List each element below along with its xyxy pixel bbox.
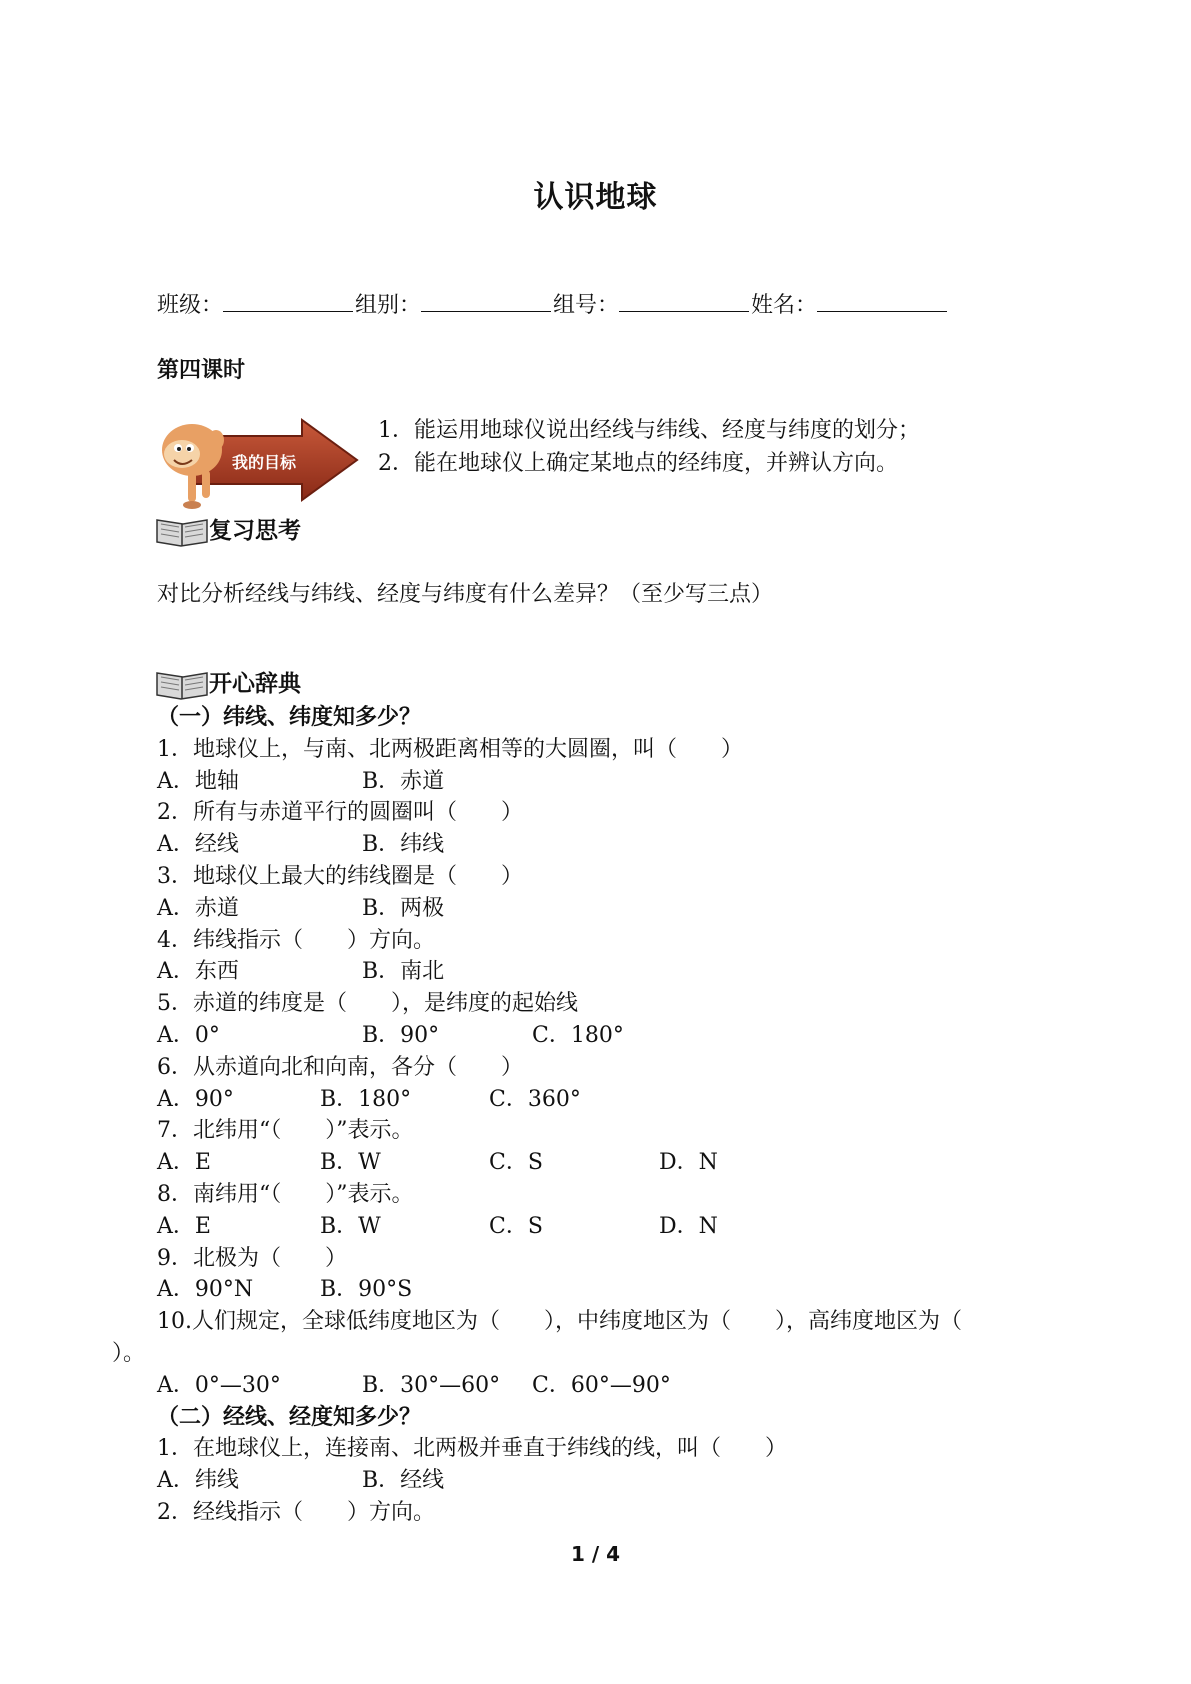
option-c: C．60°—90°: [532, 1372, 671, 1398]
option-a: A．经线: [157, 832, 239, 858]
page-number: 1 / 4: [570, 1542, 621, 1566]
question-6: 6．从赤道向北和向南，各分（ ）: [157, 1054, 523, 1080]
option-a: A．地轴: [157, 768, 239, 794]
option-c: C．180°: [532, 1022, 624, 1048]
dictionary-heading-text: 开心辞典: [209, 671, 301, 697]
question-7-options: [157, 1147, 1117, 1179]
option-d: D．N: [659, 1150, 718, 1176]
question-5-options: [157, 1020, 1117, 1052]
class-label: 班级：: [157, 293, 224, 318]
question-9-options: [157, 1274, 1117, 1306]
option-a: A．E: [157, 1213, 211, 1239]
goal-item: 1．能运用地球仪说出经线与纬线、经度与纬度的划分；: [378, 418, 920, 443]
part2-question-1-options: [157, 1465, 1117, 1497]
option-c: C．360°: [489, 1086, 581, 1112]
option-b: B．30°—60°: [362, 1372, 501, 1398]
student-info-row: [157, 288, 949, 319]
question-8: 8．南纬用“（ ）”表示。: [157, 1181, 414, 1207]
option-a: A．赤道: [157, 895, 239, 921]
monkey-arrow-icon: [152, 410, 366, 510]
group-blank: [421, 291, 551, 312]
name-label: 姓名：: [751, 293, 818, 318]
question-7: 7．北纬用“（ ）”表示。: [157, 1118, 414, 1144]
part1-heading: （一）纬线、纬度知多少？: [157, 705, 422, 730]
option-a: A．90°: [157, 1086, 234, 1112]
option-b: B．180°: [320, 1086, 412, 1112]
question-list: [112, 702, 1117, 1529]
option-b: B．90°S: [320, 1277, 413, 1303]
question-4: 4．纬线指示（ ）方向。: [157, 927, 435, 953]
option-b: B．赤道: [362, 768, 445, 794]
group-number-blank: [619, 291, 749, 312]
question-10-end: ）。: [112, 1340, 146, 1366]
question-3: 3．地球仪上最大的纬线圈是（ ）: [157, 863, 523, 889]
group-label: 组别：: [355, 293, 422, 318]
group-number-label: 组号：: [553, 293, 620, 318]
name-blank: [817, 291, 947, 312]
book-icon: [155, 669, 209, 701]
goal-item: 2．能在地球仪上确定某地点的经纬度，并辨认方向。: [378, 451, 898, 476]
question-1: 1．地球仪上，与南、北两极距离相等的大圆圈，叫（ ）: [157, 736, 743, 762]
part2-heading: （二）经线、经度知多少？: [157, 1404, 422, 1430]
dictionary-heading: [155, 665, 301, 701]
option-b: B．经线: [362, 1468, 445, 1494]
book-icon: [155, 516, 209, 548]
question-2: 2．所有与赤道平行的圆圈叫（ ）: [157, 800, 523, 826]
option-b: B．90°: [362, 1022, 440, 1048]
question-6-options: [157, 1084, 1117, 1116]
question-1-options: [157, 766, 1117, 798]
class-blank: [223, 291, 353, 312]
question-4-options: [157, 956, 1117, 988]
goal-badge: [152, 410, 366, 510]
lesson-label: 第四课时: [157, 358, 246, 383]
option-b: B．两极: [362, 895, 445, 921]
option-c: C．S: [489, 1150, 543, 1176]
question-5: 5．赤道的纬度是（ ），是纬度的起始线: [157, 991, 578, 1017]
option-a: A．0°—30°: [157, 1372, 281, 1398]
option-c: C．S: [489, 1213, 543, 1239]
option-a: A．东西: [157, 959, 239, 985]
option-a: A．90°N: [157, 1277, 254, 1303]
review-question: 对比分析经线与纬线、经度与纬度有什么差异？（至少写三点）: [157, 582, 774, 607]
question-3-options: [157, 893, 1117, 925]
option-a: A．纬线: [157, 1468, 239, 1494]
option-b: B．W: [320, 1150, 381, 1176]
option-a: A．0°: [157, 1022, 220, 1048]
review-heading-text: 复习思考: [209, 518, 301, 544]
question-10: 10.人们规定，全球低纬度地区为（ ），中纬度地区为（ ），高纬度地区为（: [157, 1309, 962, 1335]
badge-text: 我的目标: [232, 453, 297, 472]
review-heading: [155, 512, 301, 548]
question-10-continued: [112, 1338, 1117, 1370]
option-b: B．W: [320, 1213, 381, 1239]
option-b: B．南北: [362, 959, 445, 985]
option-b: B．纬线: [362, 832, 445, 858]
option-a: A．E: [157, 1150, 211, 1176]
page-title: 认识地球: [533, 180, 658, 215]
question-2-options: [157, 829, 1117, 861]
option-d: D．N: [659, 1213, 718, 1239]
question-10-options: [157, 1370, 1117, 1402]
question-8-options: [157, 1211, 1117, 1243]
part2-question-2: 2．经线指示（ ）方向。: [157, 1499, 435, 1525]
part2-question-1: 1．在地球仪上，连接南、北两极并垂直于纬线的线，叫（ ）: [157, 1436, 787, 1462]
question-9: 9．北极为（ ）: [157, 1245, 347, 1271]
goals-list: [378, 414, 920, 480]
